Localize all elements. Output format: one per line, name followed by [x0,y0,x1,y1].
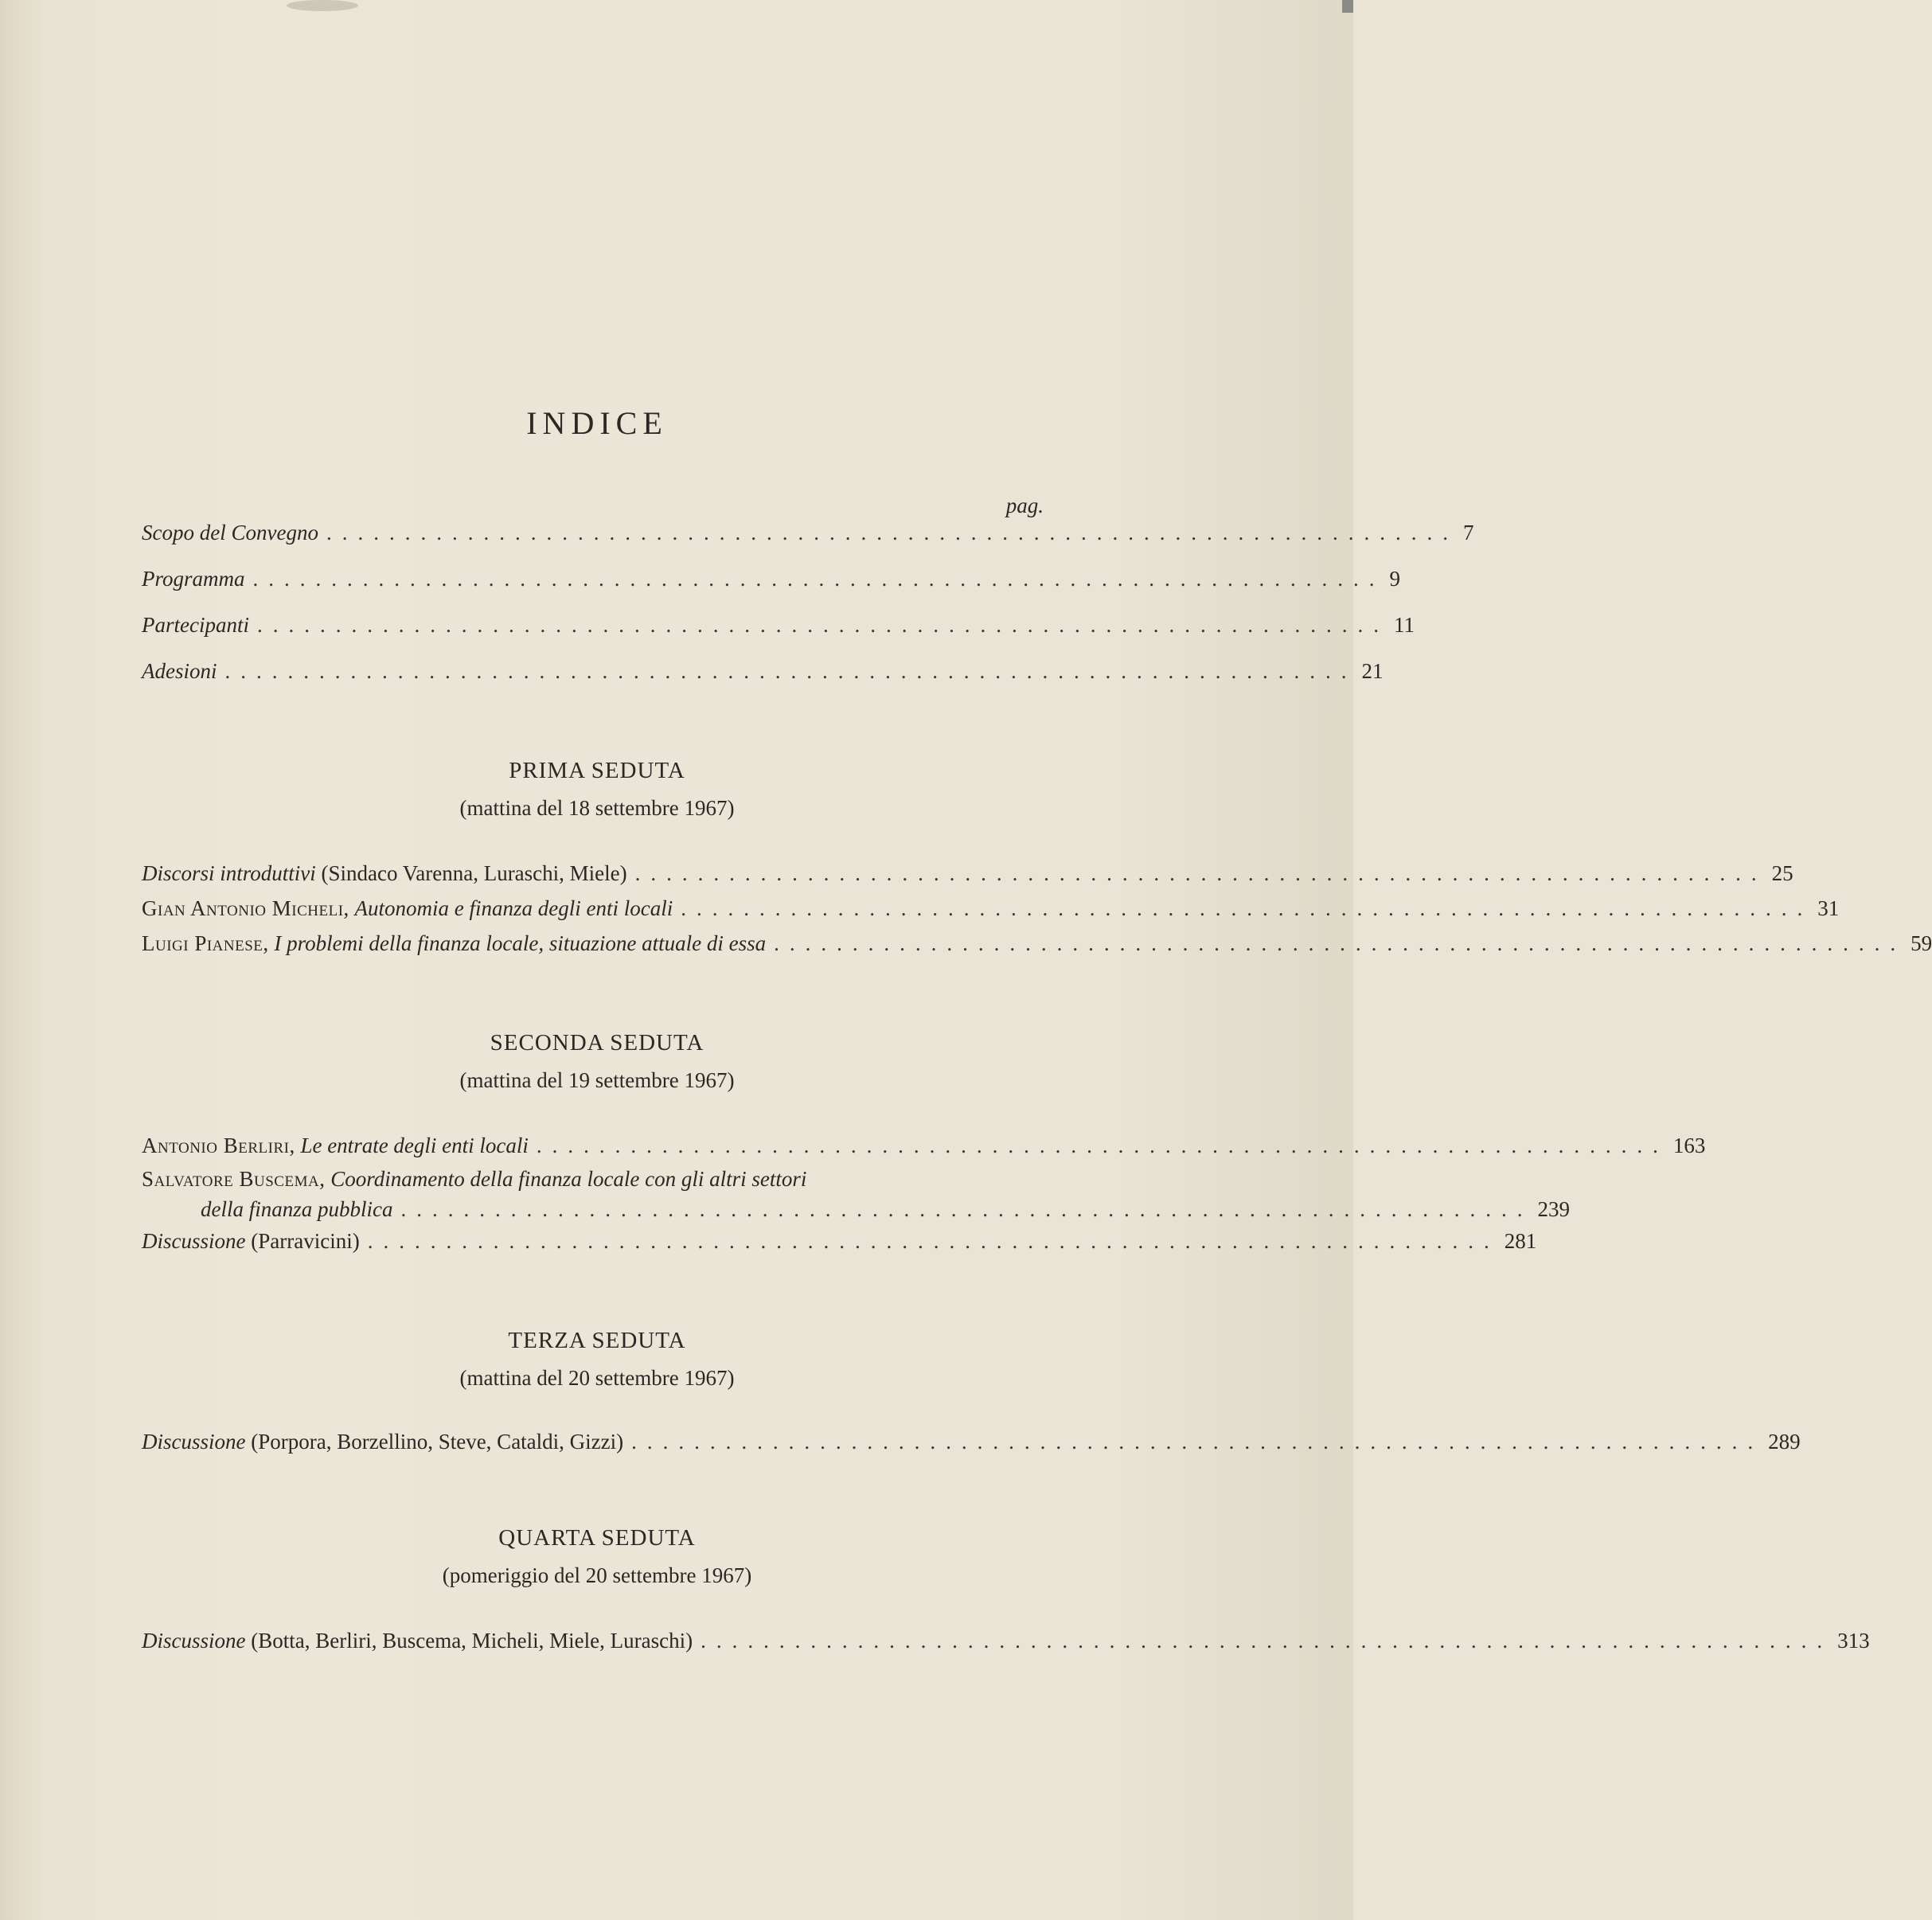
leader-dots: ........................................................................ [400,1197,1533,1221]
entry-title: Adesioni [142,659,217,683]
entry-title: Discussione [142,1229,246,1253]
leader-dots: ........................................................................ [224,659,1357,683]
section-title-quarta: QUARTA SEDUTA [498,1525,696,1551]
toc-entry-scopo[interactable] [142,517,1474,548]
entry-note: (Botta, Berliri, Buscema, Micheli, Miele, Luraschi) [251,1629,693,1653]
section-subtitle-quarta: (pomeriggio del 20 settembre 1967) [442,1563,752,1587]
page-title: INDICE [526,405,668,441]
entry-title: Coordinamento della finanza locale con gli altri settori [330,1167,807,1191]
leader-dots: ........................................................................ [681,896,1813,920]
page-column-label: pag. [1005,494,1044,517]
section-list-terza [142,1426,1801,1457]
entry-title: Le entrate degli enti locali [300,1134,529,1157]
entry-note: (Parravicini) [251,1229,360,1253]
entry-page: 163 [1672,1134,1706,1157]
entry-author: Antonio Berliri, [142,1134,295,1157]
entry-page: 31 [1817,896,1840,920]
entry-page: 239 [1537,1197,1570,1221]
entry-page: 59 [1911,931,1932,955]
entry-page: 11 [1393,613,1415,637]
section-subtitle-terza: (mattina del 20 settembre 1967) [459,1366,735,1390]
toc-entry-berliri[interactable] [142,1130,1706,1161]
toc-entry-programma[interactable] [142,564,1401,594]
leader-dots: ........................................................................ [367,1229,1500,1253]
section-list-seconda [142,1130,1706,1256]
toc-entry-micheli[interactable] [142,893,1840,923]
section-subtitle-seconda: (mattina del 19 settembre 1967) [459,1068,735,1092]
entry-title-cont: della finanza pubblica [201,1197,393,1221]
leader-dots: ........................................................................ [252,567,1385,591]
toc-entry-buscema[interactable] [142,1164,1041,1194]
section-title-prima: PRIMA SEDUTA [509,758,685,783]
entry-page: 7 [1462,521,1474,544]
section-title-terza: TERZA SEDUTA [508,1328,686,1353]
entry-page: 281 [1504,1229,1537,1253]
entry-title: I problemi della finanza locale, situazione attuale di essa [274,931,767,955]
toc-entry-discussione-botta[interactable] [142,1625,1870,1656]
entry-title: Discorsi introduttivi [142,861,316,885]
section-title-seconda: SECONDA SEDUTA [490,1030,704,1056]
leader-dots: ........................................................................ [326,521,1458,544]
toc-entry-discorsi[interactable] [142,858,1793,888]
entry-page: 9 [1389,567,1401,591]
leader-dots: ........................................................................ [774,931,1907,955]
entry-note: (Porpora, Borzellino, Steve, Cataldi, Gizzi) [251,1430,624,1454]
toc-entry-discussione-porpora[interactable] [142,1426,1801,1457]
entry-title: Programma [142,567,245,591]
paper-stain [287,0,358,11]
entry-note: (Sindaco Varenna, Luraschi, Miele) [321,861,627,885]
leader-dots: ........................................................................ [634,861,1767,885]
entry-title: Partecipanti [142,613,249,637]
section-subtitle-prima: (mattina del 18 settembre 1967) [459,796,735,820]
entry-page: 25 [1771,861,1793,885]
entry-author: Salvatore Buscema, [142,1167,326,1191]
section-list-quarta [142,1625,1870,1656]
entry-title: Scopo del Convegno [142,521,318,544]
entry-title: Discussione [142,1629,246,1653]
toc-entry-partecipanti[interactable] [142,610,1415,640]
page-corner [1342,0,1353,13]
toc-entry-pianese[interactable] [142,928,1932,958]
toc-entry-adesioni[interactable] [142,656,1384,686]
front-matter-list [142,517,1474,686]
leader-dots: ........................................................................ [536,1134,1669,1157]
entry-author: Gian Antonio Micheli, [142,896,349,920]
leader-dots: ........................................................................ [631,1430,1764,1454]
leader-dots: ........................................................................ [256,613,1389,637]
entry-page: 313 [1837,1629,1870,1653]
entry-title: Autonomia e finanza degli enti locali [354,896,673,920]
entry-page: 21 [1361,659,1384,683]
entry-author: Luigi Pianese, [142,931,269,955]
entry-title: Discussione [142,1430,246,1454]
entry-page: 289 [1768,1430,1801,1454]
toc-entry-discussione-parravicini[interactable] [142,1226,1537,1256]
section-list-prima [142,858,1932,958]
leader-dots: ........................................................................ [701,1629,1833,1653]
toc-entry-buscema-cont[interactable] [142,1194,1570,1224]
